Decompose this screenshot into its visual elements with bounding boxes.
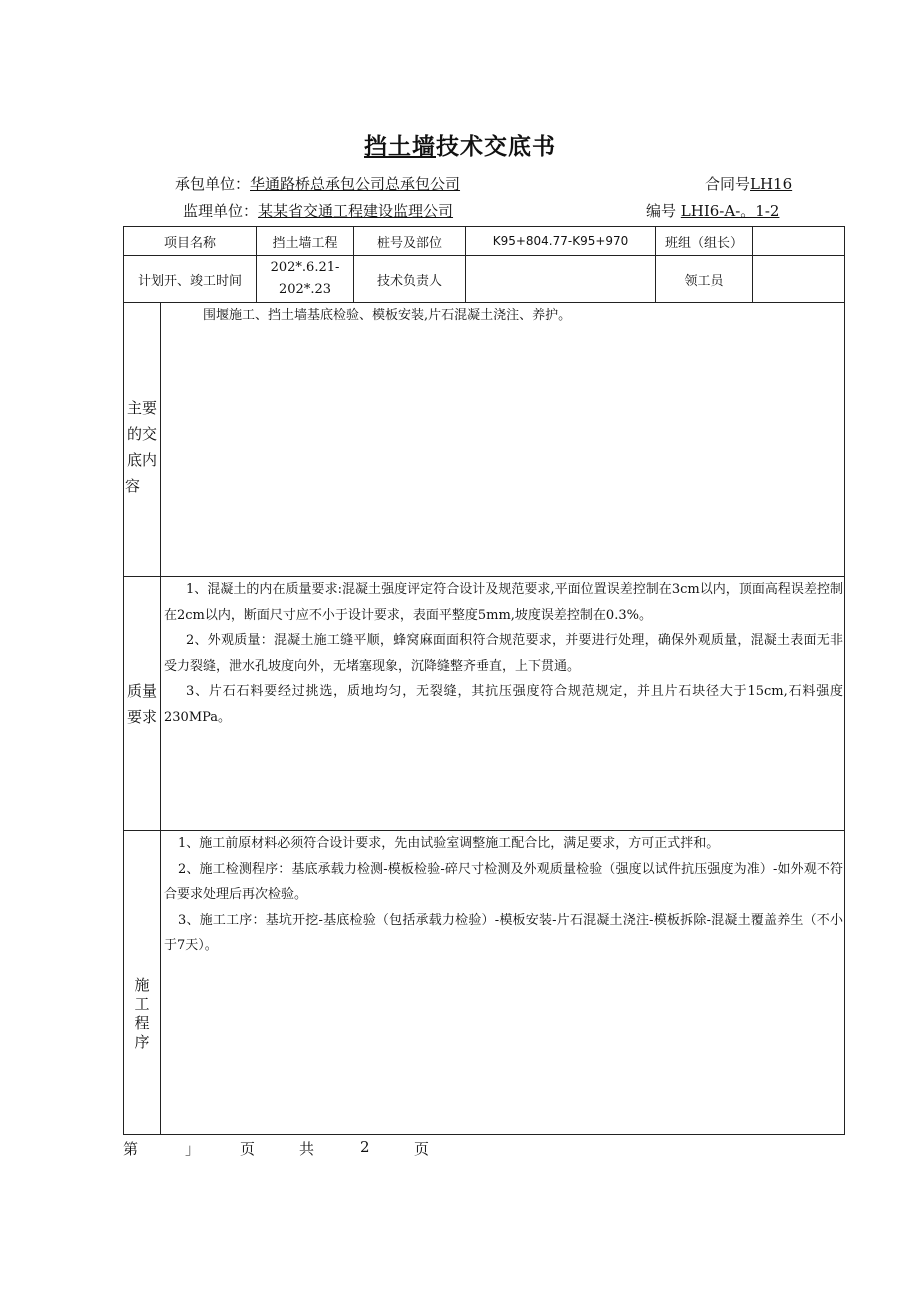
contract-no-row xyxy=(705,173,792,194)
footer-ye-2: 页 xyxy=(414,1140,430,1158)
quality-label-line-1: 质量 xyxy=(126,681,157,700)
schedule-end: 202*.23 xyxy=(279,282,332,297)
foreman-value xyxy=(753,256,845,303)
procedure-label-line-4: 序 xyxy=(134,1032,150,1051)
main-content-label xyxy=(124,303,161,577)
contract-no-label: 合同号 xyxy=(705,175,751,193)
project-row xyxy=(124,227,845,256)
title-underlined-part: 挡土墙 xyxy=(364,134,436,160)
contractor-label: 承包单位： xyxy=(175,175,251,193)
main-content-label-line-4: 容 xyxy=(125,476,141,495)
quality-paragraph-1: 1、混凝土的内在质量要求:混凝土强度评定符合设计及规范要求,平面位置误差控制在3cm以内，顶面高程误差控制在2cm以内，断面尺寸应不小于设计要求，表面平整度5mm,坡度误差控制在0.3%。 xyxy=(164,582,844,623)
footer-total-pages: 2 xyxy=(360,1138,370,1156)
main-content-label-line-2: 的交 xyxy=(126,424,157,443)
procedure-paragraph-2: 2、施工检测程序：基底承载力检测-模板检验-碎尺寸检测及外观质量检验（强度以试件抗压强度为准）-如外观不符合要求处理后再次检验。 xyxy=(164,861,844,902)
supervisor-value: 某某省交通工程建设监理公司 xyxy=(258,202,454,220)
disclosure-table xyxy=(123,226,845,1135)
quality-label-line-2: 要求 xyxy=(126,707,157,726)
contract-no-value: LH16 xyxy=(750,175,793,193)
schedule-start: 202*.6.21- xyxy=(270,260,340,275)
quality-content-cell xyxy=(161,577,845,831)
team-value xyxy=(753,227,845,256)
schedule-value xyxy=(257,256,354,303)
quality-label xyxy=(124,577,161,831)
main-content-cell xyxy=(161,303,845,577)
schedule-row xyxy=(124,256,845,303)
quality-row xyxy=(124,577,845,831)
main-content-label-line-1: 主要 xyxy=(126,398,157,417)
main-content-text: 围堰施工、挡土墙基底检验、模板安装,片石混凝土浇注、养护。 xyxy=(203,308,572,323)
contractor-row xyxy=(175,173,460,194)
foreman-label: 领工员 xyxy=(656,256,753,303)
station-value: K95+804.77-K95+970 xyxy=(466,227,656,256)
quality-paragraph-2: 2、外观质量：混凝土施工缝平顺，蜂窝麻面面积符合规范要求，并要进行处理，确保外观质量，混凝土表面无非受力裂缝，泄水孔坡度向外，无堵塞现象，沉降缝整齐垂直，上下贯通。 xyxy=(164,633,844,674)
footer-di: 第 xyxy=(123,1140,139,1158)
serial-no-value: LHI6-A-。1-2 xyxy=(680,202,780,220)
contractor-value: 华通路桥总承包公司总承包公司 xyxy=(250,175,461,193)
procedure-label-line-1: 施 xyxy=(134,975,150,994)
team-label: 班组（组长） xyxy=(656,227,753,256)
procedure-label-line-3: 程 xyxy=(134,1013,150,1032)
procedure-content-cell xyxy=(161,831,845,1135)
title-rest: 技术交底书 xyxy=(436,134,556,160)
procedure-label-line-2: 工 xyxy=(134,994,150,1013)
quality-paragraph-3: 3、片石石料要经过挑选，质地均匀，无裂缝，其抗压强度符合规范规定，并且片石块径大于15cm,石料强度230MPa。 xyxy=(164,684,844,725)
supervisor-row xyxy=(183,200,453,221)
main-content-label-line-3: 底内 xyxy=(126,450,157,469)
document-title xyxy=(0,128,920,161)
station-label: 桩号及部位 xyxy=(354,227,466,256)
tech-lead-label: 技术负责人 xyxy=(354,256,466,303)
project-name-label: 项目名称 xyxy=(124,227,257,256)
procedure-paragraph-1: 1、施工前原材料必须符合设计要求，先由试验室调整施工配合比，满足要求，方可正式拌和。 xyxy=(178,836,720,851)
schedule-label: 计划开、竣工时间 xyxy=(124,256,257,303)
supervisor-label: 监理单位： xyxy=(183,202,259,220)
procedure-paragraph-3: 3、施工工序：基坑开挖-基底检验（包括承载力检验）-模板安装-片石混凝土浇注-模板拆除-混凝土覆盖养生（不小于7天）。 xyxy=(164,912,844,953)
footer-ye-1: 页 xyxy=(240,1140,256,1158)
project-name-value: 挡土墙工程 xyxy=(257,227,354,256)
serial-no-label: 编号 xyxy=(646,202,677,220)
main-content-row xyxy=(124,303,845,577)
procedure-row xyxy=(124,831,845,1135)
footer-current-page: 」 xyxy=(185,1140,201,1158)
tech-lead-value xyxy=(466,256,656,303)
procedure-label xyxy=(124,831,161,1135)
footer-gong: 共 xyxy=(299,1140,315,1158)
serial-no-row xyxy=(646,200,779,221)
